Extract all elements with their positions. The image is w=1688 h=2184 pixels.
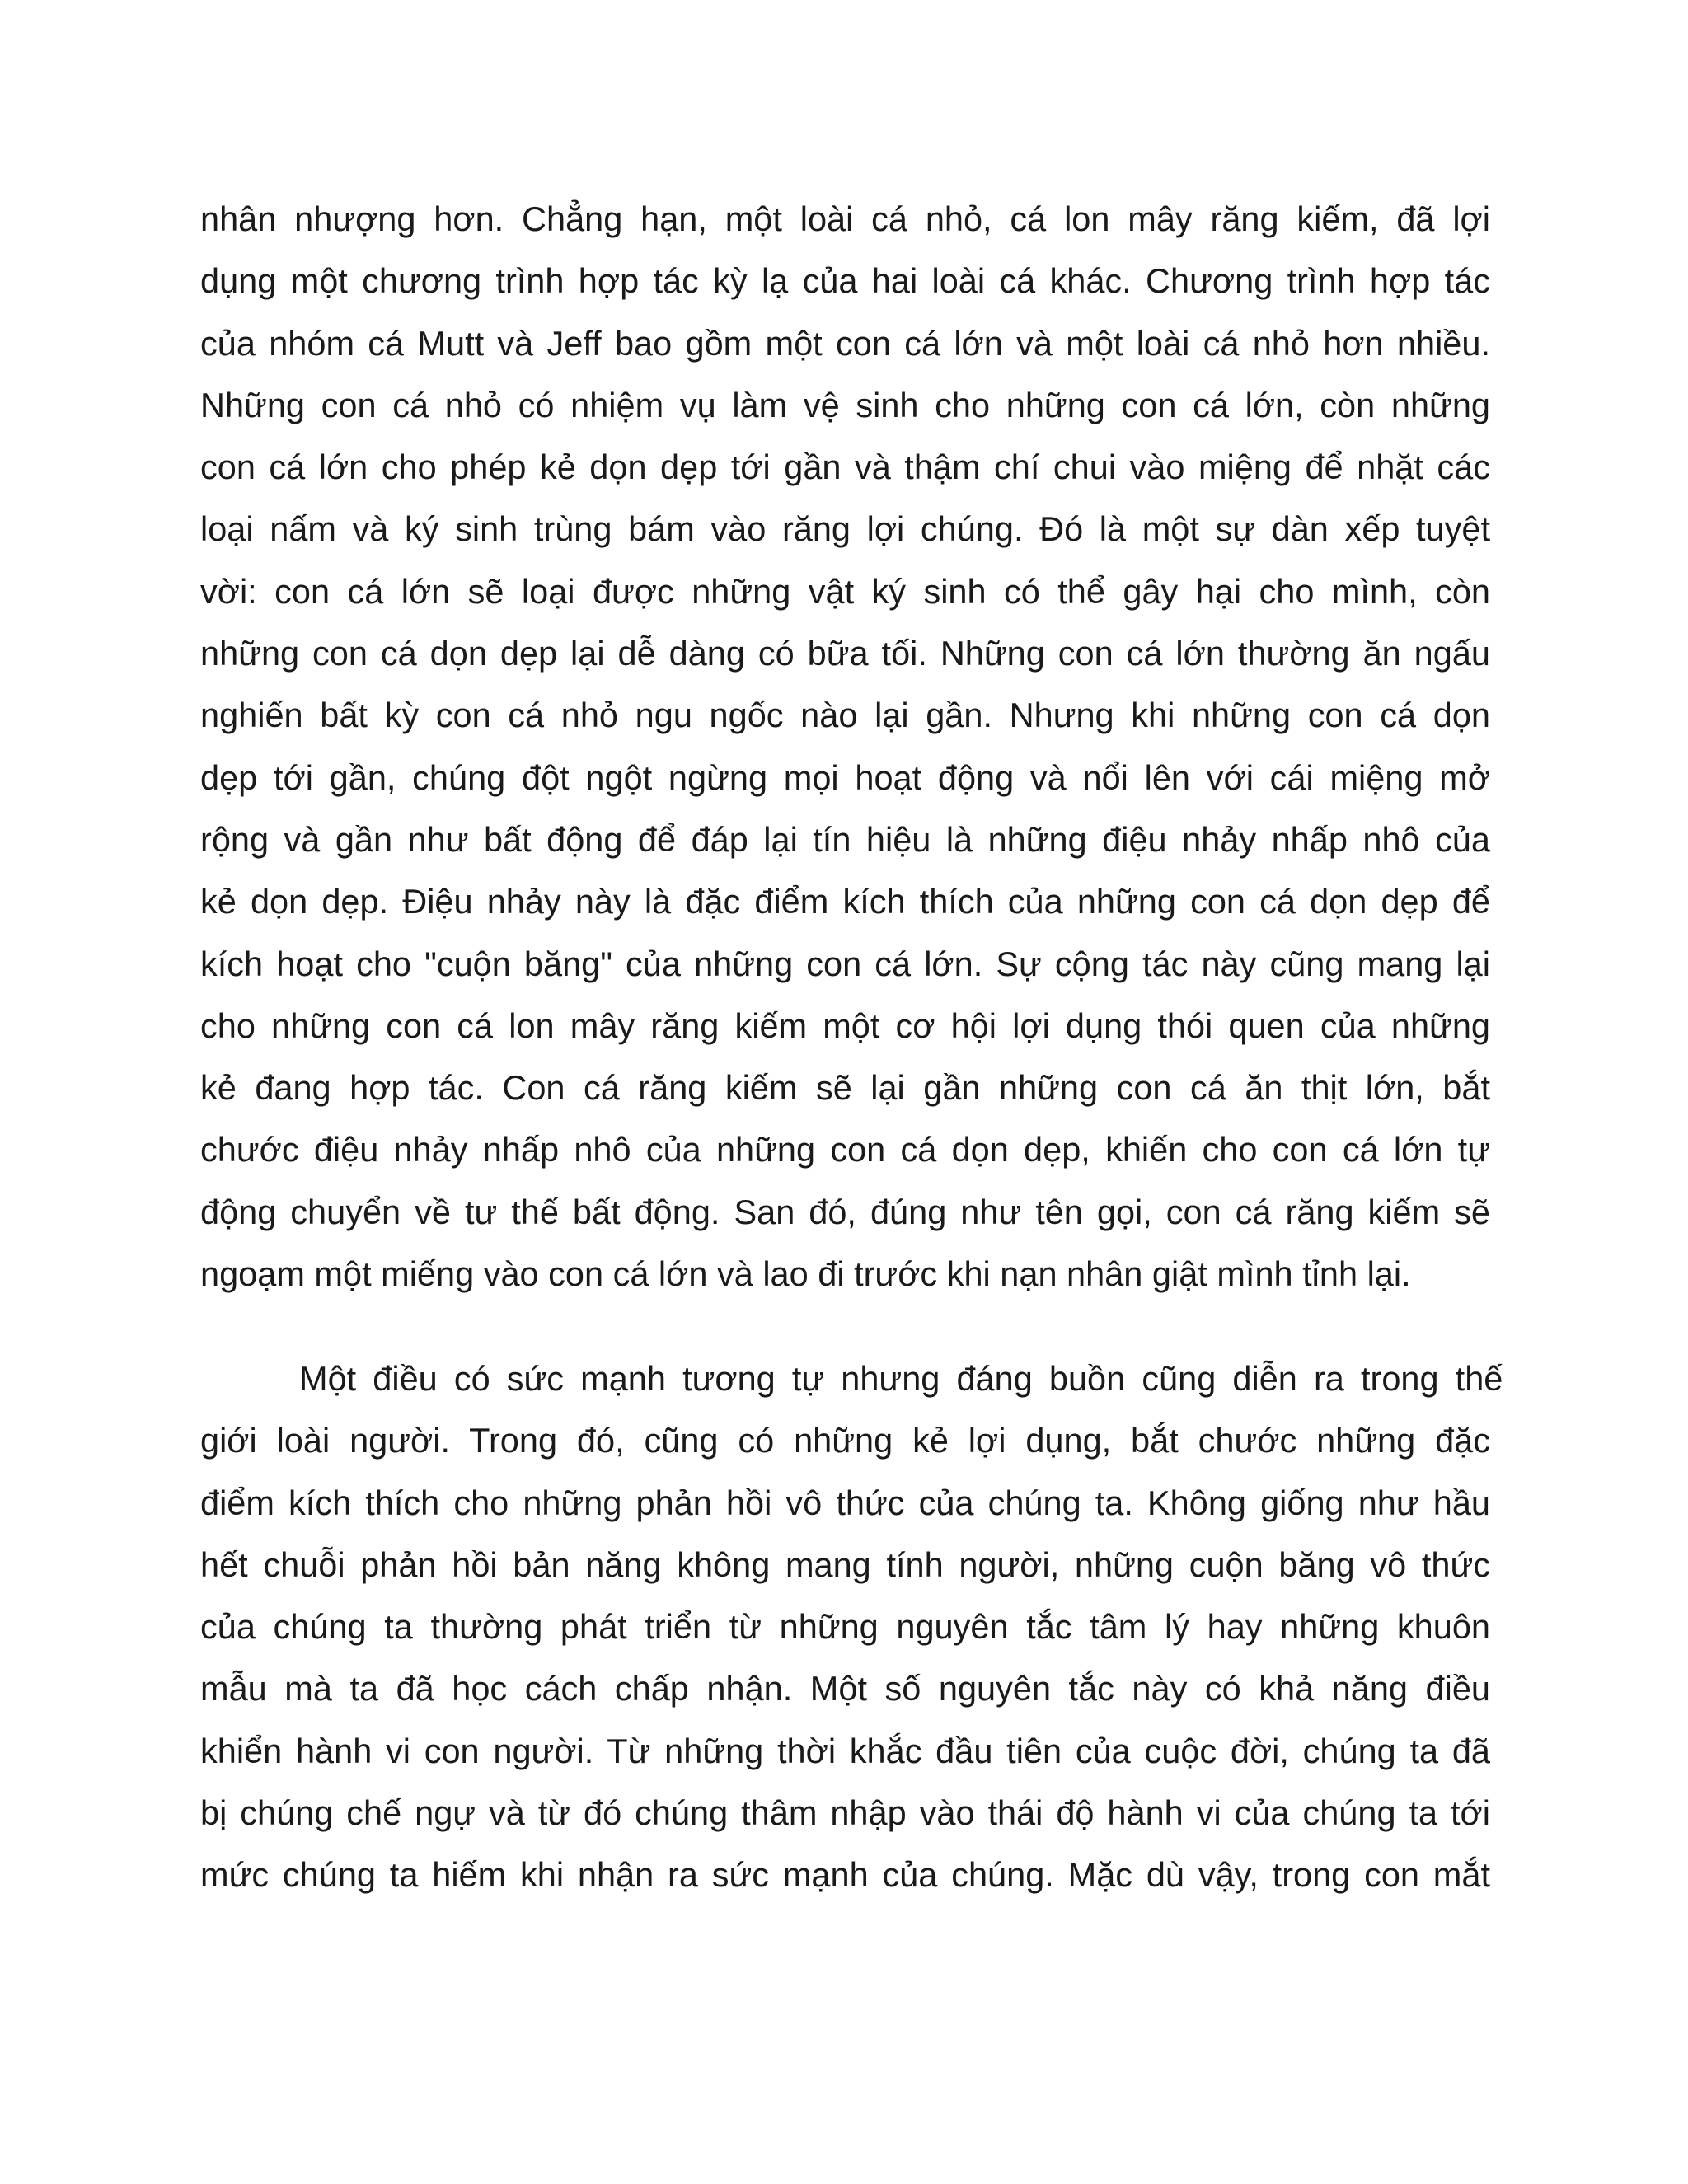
paragraph-line: rộng và gần như bất động để đáp lại tín hiệu là những điệu nhảy nhấp nhô của <box>200 819 1490 859</box>
paragraph-line: kích hoạt cho "cuộn băng" của những con cá lớn. Sự cộng tác này cũng mang lại <box>200 944 1490 983</box>
paragraph-line: khiển hành vi con người. Từ những thời khắc đầu tiên của cuộc đời, chúng ta đã <box>200 1731 1490 1770</box>
paragraph-line: nghiến bất kỳ con cá nhỏ ngu ngốc nào lại gần. Nhưng khi những con cá dọn <box>200 696 1490 735</box>
paragraph-line: mức chúng ta hiếm khi nhận ra sức mạnh của chúng. Mặc dù vậy, trong con mắt <box>200 1855 1490 1895</box>
paragraph-line: con cá lớn cho phép kẻ dọn dẹp tới gần và thậm chí chui vào miệng để nhặt các <box>200 448 1490 487</box>
paragraph-line: kẻ đang hợp tác. Con cá răng kiếm sẽ lại gần những con cá ăn thịt lớn, bắt <box>200 1068 1490 1108</box>
paragraph-line: mẫu mà ta đã học cách chấp nhận. Một số nguyên tắc này có khả năng điều <box>200 1669 1490 1708</box>
paragraph-line: chước điệu nhảy nhấp nhô của những con cá dọn dẹp, khiến cho con cá lớn tự <box>200 1130 1490 1169</box>
paragraph-line: vời: con cá lớn sẽ loại được những vật ký sinh có thể gây hại cho mình, còn <box>200 571 1490 611</box>
paragraph-line: giới loài người. Trong đó, cũng có những kẻ lợi dụng, bắt chước những đặc <box>200 1421 1490 1460</box>
paragraph-line: kẻ dọn dẹp. Điệu nhảy này là đặc điểm kích thích của những con cá dọn dẹp để <box>200 882 1490 921</box>
paragraph-line: động chuyển về tư thế bất động. San đó, đúng như tên gọi, con cá răng kiếm sẽ <box>200 1192 1490 1231</box>
paragraph-line: điểm kích thích cho những phản hồi vô thức của chúng ta. Không giống như hầu <box>200 1483 1490 1522</box>
paragraph-line: những con cá dọn dẹp lại dễ dàng có bữa tối. Những con cá lớn thường ăn ngấu <box>200 634 1490 673</box>
paragraph-line: của chúng ta thường phát triển từ những nguyên tắc tâm lý hay những khuôn <box>200 1607 1490 1647</box>
paragraph-line: hết chuỗi phản hồi bản năng không mang tính người, những cuộn băng vô thức <box>200 1544 1490 1584</box>
paragraph-line: dẹp tới gần, chúng đột ngột ngừng mọi hoạt động và nổi lên với cái miệng mở <box>200 757 1490 797</box>
paragraph-line: Những con cá nhỏ có nhiệm vụ làm vệ sinh cho những con cá lớn, còn những <box>200 385 1490 424</box>
paragraph-line: ngoạm một miếng vào con cá lớn và lao đi trước khi nạn nhân giật mình tỉnh lại. <box>200 1254 1411 1294</box>
paragraph-line: dụng một chương trình hợp tác kỳ lạ của hai loài cá khác. Chương trình hợp tác <box>200 261 1490 301</box>
paragraph-line: bị chúng chế ngự và từ đó chúng thâm nhập vào thái độ hành vi của chúng ta tới <box>200 1793 1490 1833</box>
paragraph-1 <box>200 188 1490 1305</box>
paragraph-line: cho những con cá lon mây răng kiếm một cơ hội lợi dụng thói quen của những <box>200 1005 1490 1045</box>
paragraph-line-indented <box>200 1347 1503 1409</box>
paragraph-line: loại nấm và ký sinh trùng bám vào răng lợi chúng. Đó là một sự dàn xếp tuyệt <box>200 509 1490 549</box>
paragraph-line: nhân nhượng hơn. Chẳng hạn, một loài cá nhỏ, cá lon mây răng kiếm, đã lợi <box>200 199 1490 238</box>
paragraph-2 <box>200 1347 1503 1906</box>
paragraph-line: của nhóm cá Mutt và Jeff bao gồm một con cá lớn và một loài cá nhỏ hơn nhiều. <box>200 323 1490 363</box>
paragraph-line-text: Một điều có sức mạnh tương tự nhưng đáng buồn cũng diễn ra trong thế <box>299 1359 1503 1398</box>
